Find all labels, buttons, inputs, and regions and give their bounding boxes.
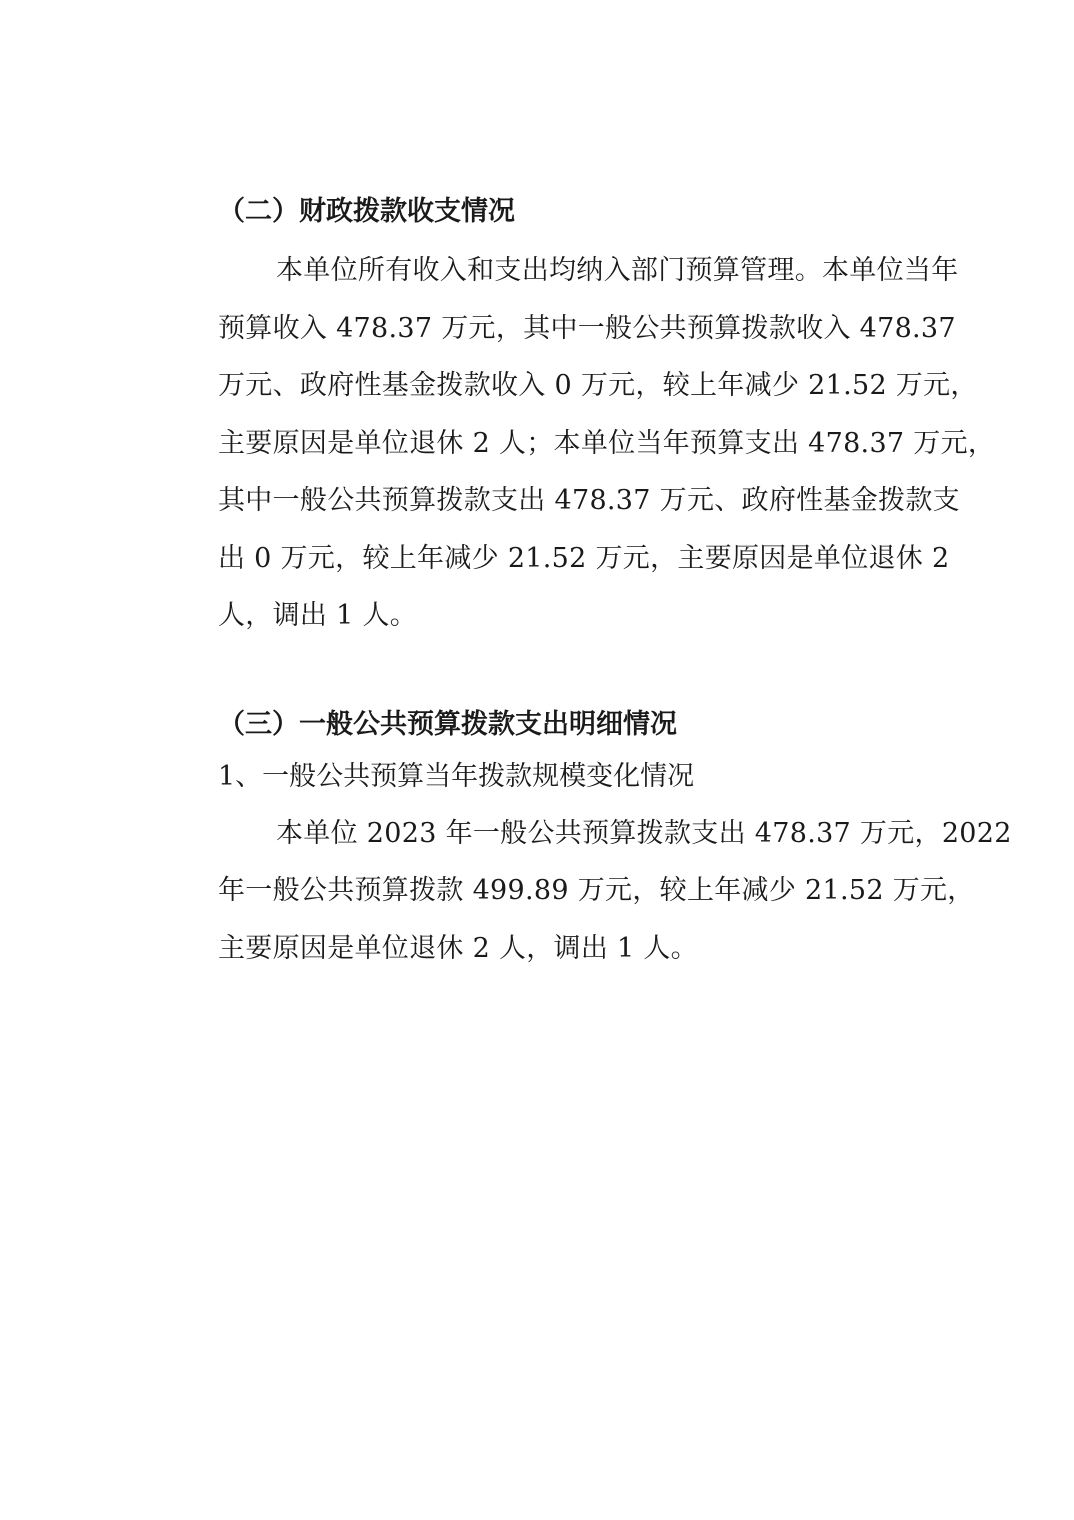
section-2-heading: （二）财政拨款收支情况 [218, 196, 515, 227]
section-3-subheading: 1、一般公共预算当年拨款规模变化情况 [218, 760, 695, 792]
paragraph-line: 万元、政府性基金拨款收入 0 万元，较上年减少 21.52 万元， [218, 370, 978, 401]
paragraph-line: 主要原因是单位退休 2 人；本单位当年预算支出 478.37 万元， [218, 427, 996, 459]
section-2-paragraph [160, 242, 996, 645]
paragraph-line: 本单位 2023 年一般公共预算拨款支出 478.37 万元，2022 [276, 817, 1012, 849]
paragraph-line: 其中一般公共预算拨款支出 478.37 万元、政府性基金拨款支 [218, 485, 960, 516]
section-3-paragraph [160, 805, 1012, 978]
paragraph-line: 出 0 万元，较上年减少 21.52 万元，主要原因是单位退休 2 [218, 542, 950, 574]
paragraph-line: 预算收入 478.37 万元，其中一般公共预算拨款收入 478.37 [218, 312, 956, 344]
paragraph-line: 年一般公共预算拨款 499.89 万元，较上年减少 21.52 万元， [218, 875, 975, 906]
paragraph-line: 人，调出 1 人。 [218, 600, 418, 631]
section-3-heading: （三）一般公共预算拨款支出明细情况 [218, 708, 677, 740]
document-content [160, 188, 1012, 977]
paragraph-line: 主要原因是单位退休 2 人，调出 1 人。 [218, 932, 698, 964]
paragraph-line: 本单位所有收入和支出均纳入部门预算管理。本单位当年 [276, 255, 959, 286]
